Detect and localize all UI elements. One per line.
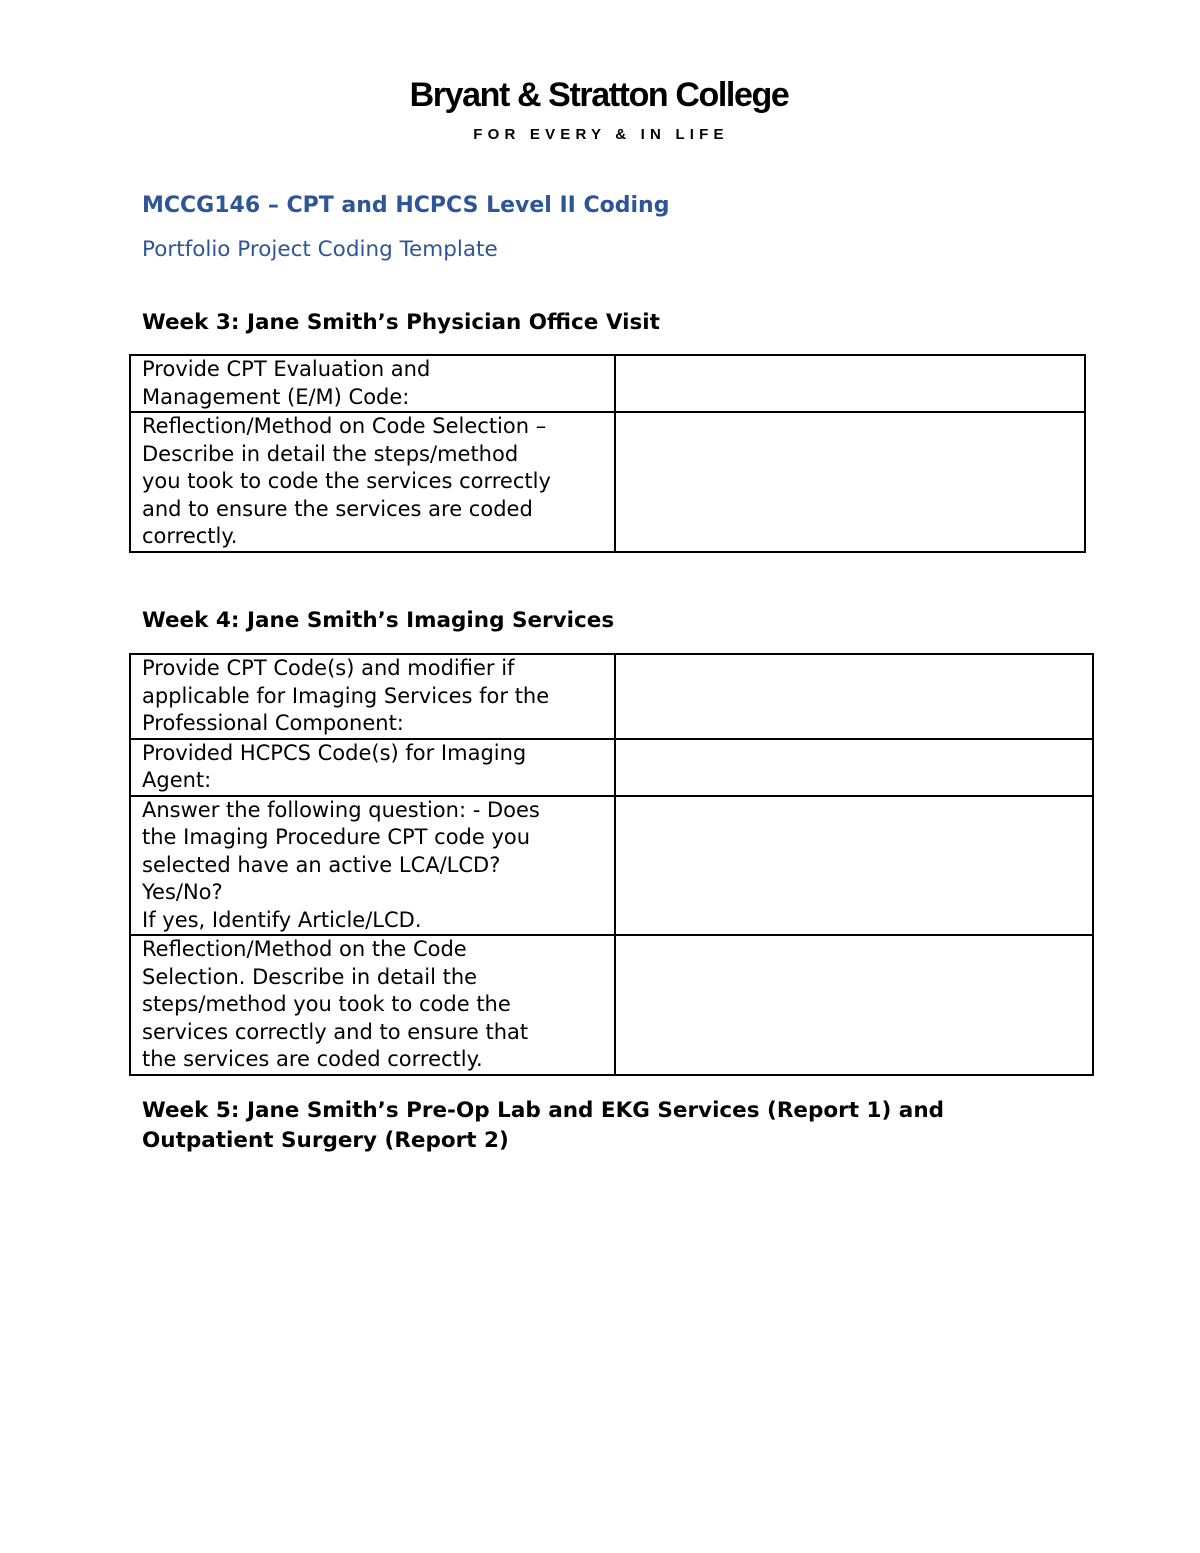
- prompt-text: Reflection/Method on the Code Selection. Describe in detail the steps/method you took to code the services correctly and to ensure that the services are coded correctly.: [142, 937, 529, 1071]
- prompt-text: Provided HCPCS Code(s) for Imaging Agent:: [142, 740, 527, 792]
- answer-cell[interactable]: [615, 796, 1093, 936]
- prompt-text: Provide CPT Evaluation and Management (E/M) Code:: [142, 357, 431, 409]
- college-logo: [0, 76, 1200, 143]
- college-name: Bryant & Stratton College: [409, 76, 789, 114]
- week5-heading-line2: Outpatient Surgery (Report 2): [142, 1128, 509, 1153]
- table-row: [130, 654, 1093, 739]
- document-subtitle: Portfolio Project Coding Template: [142, 237, 498, 262]
- prompt-cell: [130, 412, 615, 552]
- prompt-cell: [130, 355, 615, 412]
- prompt-cell: [130, 935, 615, 1075]
- answer-cell[interactable]: [615, 739, 1093, 796]
- week5-heading: [142, 1096, 944, 1156]
- answer-cell[interactable]: [615, 935, 1093, 1075]
- week3-table: [129, 354, 1086, 553]
- prompt-cell: [130, 739, 615, 796]
- table-row: [130, 935, 1093, 1075]
- prompt-cell: [130, 654, 615, 739]
- week4-table: [129, 653, 1094, 1076]
- table-row: [130, 412, 1085, 552]
- week3-heading: Week 3: Jane Smith’s Physician Office Visit: [142, 310, 660, 335]
- answer-cell[interactable]: [615, 412, 1085, 552]
- week5-heading-line1: Week 5: Jane Smith’s Pre-Op Lab and EKG Services (Report 1) and: [142, 1098, 945, 1123]
- prompt-text: Provide CPT Code(s) and modifier if applicable for Imaging Services for the Professional Component:: [142, 656, 550, 735]
- table-row: [130, 355, 1085, 412]
- college-tagline: FOR EVERY & IN LIFE: [473, 126, 729, 143]
- table-row: [130, 739, 1093, 796]
- table-row: [130, 796, 1093, 936]
- answer-cell[interactable]: [615, 355, 1085, 412]
- prompt-cell: [130, 796, 615, 936]
- prompt-text: Answer the following question: - Does the Imaging Procedure CPT code you selected have an active LCA/LCD? Yes/No? If yes, Identify Article/LCD.: [142, 797, 540, 932]
- prompt-text: Reflection/Method on Code Selection – Describe in detail the steps/method you took to code the services correctly and to ensure the services are coded correctly.: [142, 414, 551, 548]
- course-title: MCCG146 – CPT and HCPCS Level II Coding: [142, 193, 670, 218]
- answer-cell[interactable]: [615, 654, 1093, 739]
- week4-heading: Week 4: Jane Smith’s Imaging Services: [142, 608, 615, 633]
